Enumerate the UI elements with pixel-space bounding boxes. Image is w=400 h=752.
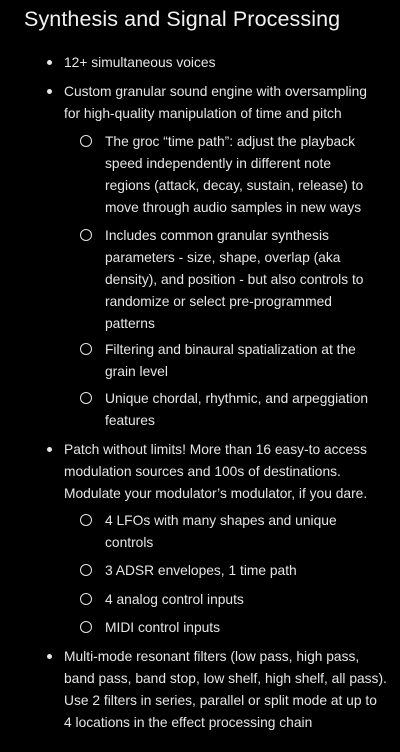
section-heading: Synthesis and Signal Processing	[24, 7, 341, 31]
item-text-line: density), and position - but also controls to	[105, 272, 364, 287]
item-text-line: The groc “time path”: adjust the playback	[105, 134, 356, 149]
item-text-line: 4 LFOs with many shapes and unique	[105, 513, 337, 528]
item-text-line: Unique chordal, rhythmic, and arpeggiation	[105, 391, 369, 406]
item-text-line: Includes common granular synthesis	[105, 228, 329, 243]
item-text-line: modulation sources and 100s of destinations.	[64, 464, 341, 479]
item-text-line: Modulate your modulator’s modulator, if you dare.	[64, 486, 368, 501]
sub-item-time-path	[105, 131, 375, 219]
bullet-circle-icon	[80, 135, 92, 147]
bullet-item-voices	[64, 52, 374, 74]
bullet-circle-icon	[80, 593, 92, 605]
item-text-line: band pass, band stop, low shelf, high shelf, all pass).	[64, 671, 387, 686]
item-text-line: move through audio samples in new ways	[105, 200, 362, 215]
bullet-disc-icon	[47, 60, 52, 65]
sub-item-granular-parameters	[105, 225, 375, 335]
item-text-line: Filtering and binaural spatialization at the	[105, 342, 356, 357]
bullet-circle-icon	[80, 514, 92, 526]
item-text-line: 12+ simultaneous voices	[64, 55, 216, 70]
bullet-item-resonant-filters	[64, 646, 387, 734]
item-text-line: speed independently in different note	[105, 156, 332, 171]
item-text-line: 4 locations in the effect processing chain	[64, 715, 313, 730]
sub-item-adsr-envelopes	[105, 560, 375, 582]
bullet-disc-icon	[47, 447, 52, 452]
item-text-line: Custom granular sound engine with oversampling	[64, 84, 367, 99]
bullet-disc-icon	[47, 654, 52, 659]
bullet-circle-icon	[80, 392, 92, 404]
sub-item-midi-inputs	[105, 617, 375, 639]
bullet-disc-icon	[47, 89, 52, 94]
item-text-line: regions (attack, decay, sustain, release) to	[105, 178, 364, 193]
bullet-circle-icon	[80, 564, 92, 576]
bullet-circle-icon	[80, 229, 92, 241]
item-text-line: 4 analog control inputs	[105, 592, 244, 607]
bullet-item-granular-engine	[64, 81, 374, 125]
item-text-line: MIDI control inputs	[105, 620, 221, 635]
sub-item-lfos	[105, 510, 375, 554]
item-text-line: for high-quality manipulation of time and pitch	[64, 106, 342, 121]
item-text-line: grain level	[105, 364, 168, 379]
item-text-line: parameters - size, shape, overlap (aka	[105, 250, 341, 265]
sub-item-analog-inputs	[105, 589, 375, 611]
bullet-item-patching	[64, 439, 374, 505]
sub-item-chordal-features	[105, 388, 375, 432]
bullet-circle-icon	[80, 343, 92, 355]
item-text-line: Multi-mode resonant filters (low pass, high pass,	[64, 649, 360, 664]
item-text-line: Patch without limits! More than 16 easy-to access	[64, 442, 367, 457]
item-text-line: patterns	[105, 316, 155, 331]
bullet-circle-icon	[80, 621, 92, 633]
item-text-line: features	[105, 413, 155, 428]
item-text-line: randomize or select pre-programmed	[105, 294, 332, 309]
sub-item-filtering-spatialization	[105, 339, 375, 383]
item-text-line: Use 2 filters in series, parallel or split mode at up to	[64, 693, 377, 708]
item-text-line: controls	[105, 535, 154, 550]
item-text-line: 3 ADSR envelopes, 1 time path	[105, 563, 297, 578]
